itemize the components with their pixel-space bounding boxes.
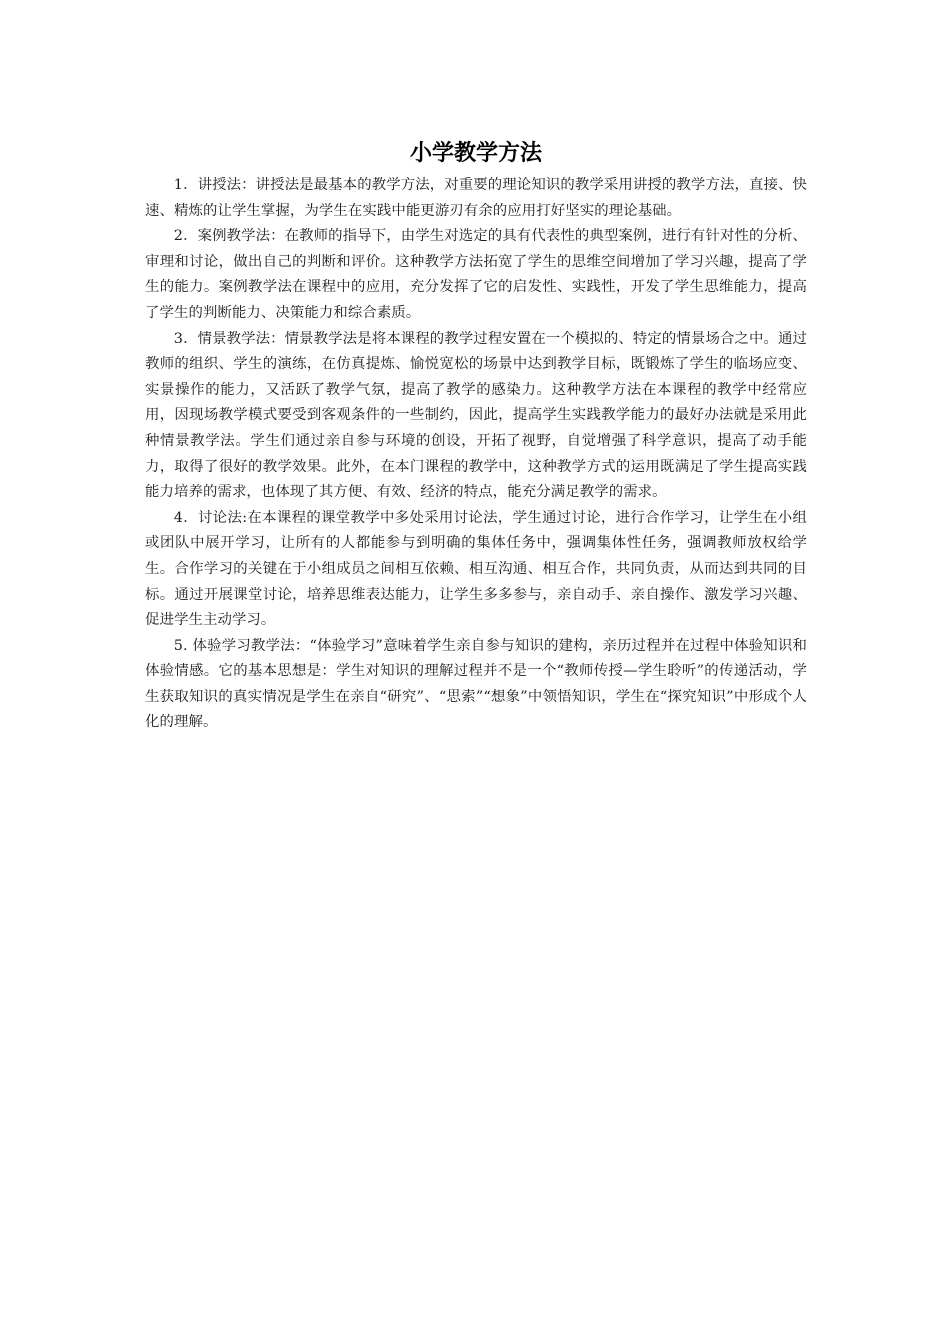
paragraph-scenario-method: 3．情景教学法：情景教学法是将本课程的教学过程安置在一个模拟的、特定的情景场合之中。通过教师的组织、学生的演练，在仿真提炼、愉悦宽松的场景中达到教学目标，既锻炼了学生的临场应变、实景操作的能力，又活跃了教学气氛，提高了教学的感染力。这种教学方法在本课程的教学中经常应用，因现场教学模式要受到客观条件的一些制约，因此，提高学生实践教学能力的最好办法就是采用此种情景教学法。学生们通过亲自参与环境的创设，开拓了视野，自觉增强了科学意识，提高了动手能力，取得了很好的教学效果。此外，在本门课程的教学中，这种教学方式的运用既满足了学生提高实践能力培养的需求，也体现了其方便、有效、经济的特点，能充分满足教学的需求。 bbox=[145, 330, 807, 501]
paragraph-lecture-method: 1．讲授法：讲授法是最基本的教学方法，对重要的理论知识的教学采用讲授的教学方法，直接、快速、精炼的让学生掌握，为学生在实践中能更游刃有余的应用打好坚实的理论基础。 bbox=[145, 177, 807, 219]
paragraph-case-method: 2．案例教学法：在教师的指导下，由学生对选定的具有代表性的典型案例，进行有针对性的分析、审理和讨论，做出自己的判断和评价。这种教学方法拓宽了学生的思维空间增加了学习兴趣，提高了学生的能力。案例教学法在课程中的应用，充分发挥了它的启发性、实践性，开发了学生思维能力，提高了学生的判断能力、决策能力和综合素质。 bbox=[145, 228, 807, 321]
page-title: 小学教学方法 bbox=[409, 140, 542, 166]
document-body bbox=[145, 136, 807, 736]
paragraph-discussion-method: 4．讨论法:在本课程的课堂教学中多处采用讨论法，学生通过讨论，进行合作学习，让学生在小组或团队中展开学习，让所有的人都能参与到明确的集体任务中，强调集体性任务，强调教师放权给学生。合作学习的关键在于小组成员之间相互依赖、相互沟通、相互合作，共同负责，从而达到共同的目标。通过开展课堂讨论，培养思维表达能力，让学生多多参与，亲自动手、亲自操作、激发学习兴趣、促进学生主动学习。 bbox=[145, 509, 807, 629]
paragraph-experiential-method: 5. 体验学习教学法：“体验学习”意味着学生亲自参与知识的建构，亲历过程并在过程中体验知识和体验情感。它的基本思想是：学生对知识的理解过程并不是一个“教师传授—学生聆听”的传递活动，学生获取知识的真实情况是学生在亲自“研究”、“思索”“想象”中领悟知识，学生在“探究知识”中形成个人化的理解。 bbox=[145, 637, 807, 731]
